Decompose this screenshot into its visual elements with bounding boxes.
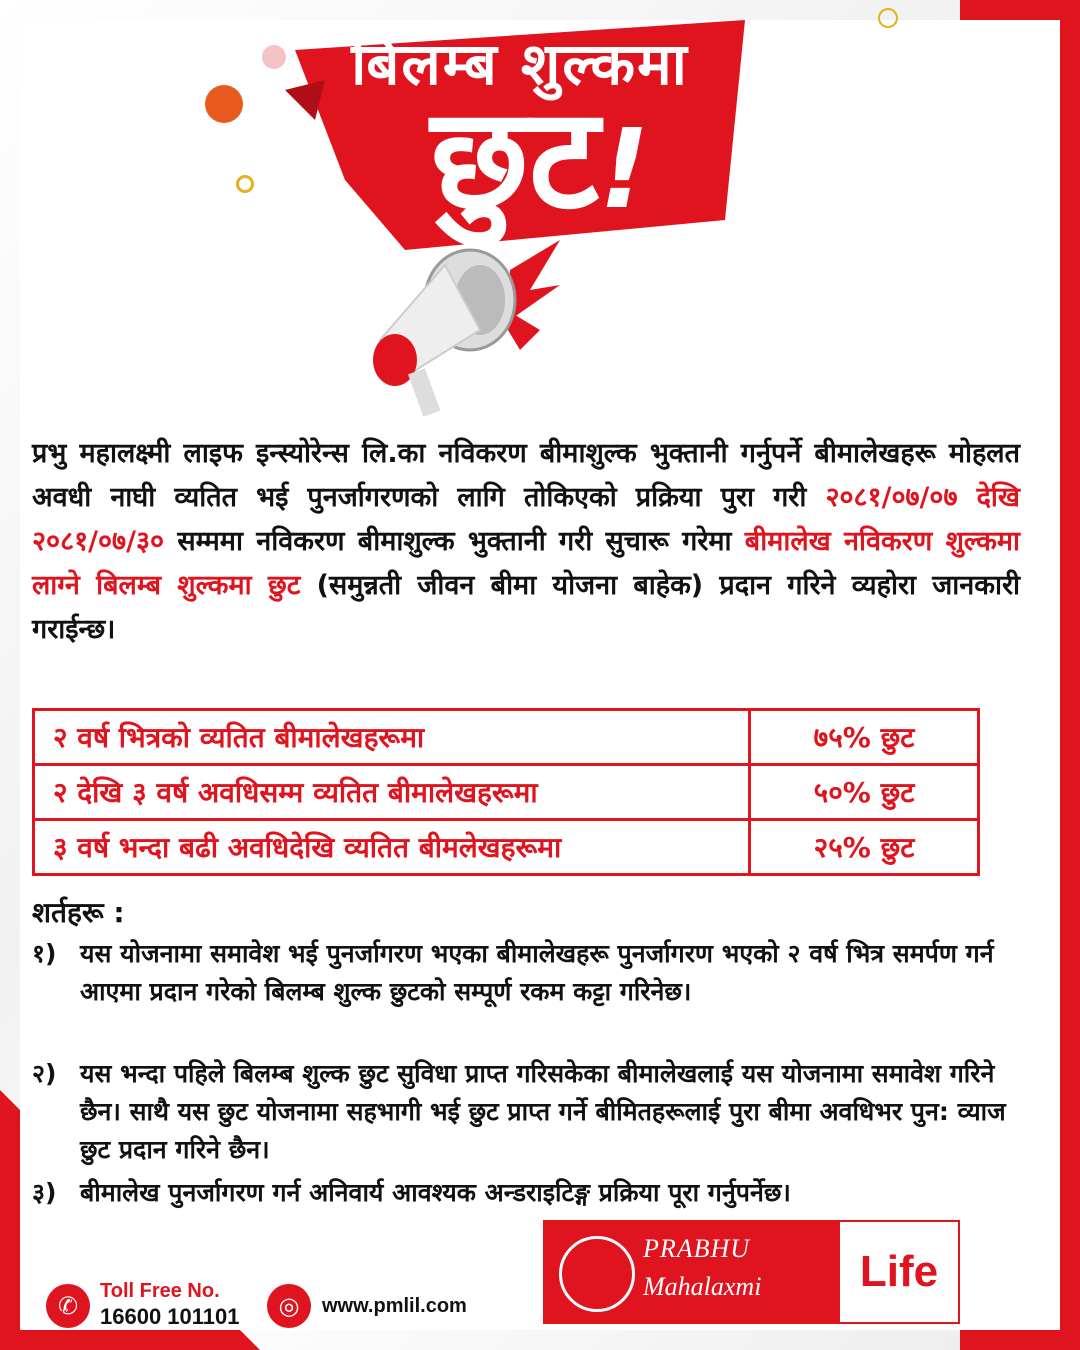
paragraph-part2: सम्ममा नविकरण बीमाशुल्क भुक्तानी गरी सुचारू गरेमा	[177, 526, 732, 557]
globe-icon: ◎	[267, 1284, 311, 1328]
website-link[interactable]: www.pmlil.com	[322, 1295, 467, 1317]
phone-icon: ✆	[46, 1284, 90, 1328]
title-line-2: छुट!	[430, 78, 650, 241]
toll-free-label: Toll Free No.	[100, 1280, 220, 1302]
discount-table	[32, 708, 980, 876]
rate-discount: ५०% छुट	[750, 765, 979, 820]
rate-discount: ७५% छुट	[750, 710, 979, 765]
rate-label: २ देखि ३ वर्ष अवधिसम्म व्यतित बीमालेखहरूमा	[34, 765, 750, 820]
table-row	[34, 820, 979, 875]
date-from-suffix: देखि	[976, 482, 1020, 513]
date-to: २०८१/०७/३०	[32, 526, 165, 557]
decor-dot	[236, 175, 254, 193]
table-row	[34, 765, 979, 820]
brand-logo	[543, 1220, 960, 1324]
condition-item	[32, 1174, 1022, 1212]
conditions-title: शर्तहरू :	[32, 896, 125, 929]
decor-dot	[878, 8, 898, 28]
condition-text: यस भन्दा पहिले बिलम्ब शुल्क छुट सुविधा प्राप्त गरिसकेका बीमालेखलाई यस योजनामा समावेश गरिने छैन। साथै यस छुट योजनामा सहभागी भई छुट प्राप्त गर्ने बीमितहरूलाई पुरा बीमा अवधिभर पुन: व्याज छुट प्रदान गरिने छैन।	[80, 1059, 1006, 1164]
logo-mark-icon	[559, 1236, 635, 1312]
brand-name-line2: Mahalaxmi	[643, 1272, 762, 1301]
condition-number: ३)	[32, 1178, 57, 1207]
rate-discount: २५% छुट	[750, 820, 979, 875]
exclaim-mark: !	[599, 105, 650, 233]
condition-number: १)	[32, 939, 57, 968]
table-row	[34, 710, 979, 765]
condition-item	[32, 1055, 1022, 1169]
title-line-1: बिलम्ब शुल्कमा	[351, 30, 689, 98]
rate-label: ३ वर्ष भन्दा बढी अवधिदेखि व्यतित बीमलेखहरूमा	[34, 820, 750, 875]
paragraph-part1: प्रभु महालक्ष्मी लाइफ इन्स्योरेन्स लि.का नविकरण बीमाशुल्क भुक्तानी गर्नुपर्ने बीमालेखहरू मोहलत अवधी नाघी व्यतित भई पुनर्जागरणको लागि तोकिएको प्रक्रिया पुरा गरी	[32, 438, 1020, 513]
condition-text: यस योजनामा समावेश भई पुनर्जागरण भएका बीमालेखहरू पुनर्जागरण भएको २ वर्ष भित्र समर्पण गर्न आएमा प्रदान गरेको बिलम्ब शुल्क छुटको सम्पूर्ण रकम कट्टा गरिनेछ।	[80, 939, 994, 1006]
brand-name-line1: PRABHU	[643, 1234, 751, 1263]
condition-text: बीमालेख पुनर्जागरण गर्न अनिवार्य आवश्यक अन्डराइटिङ्ग प्रक्रिया पूरा गर्नुपर्नेछ।	[80, 1178, 791, 1207]
condition-number: २)	[32, 1059, 57, 1088]
date-from: २०८१/०७/०७	[825, 482, 958, 513]
toll-free-number[interactable]: 16600 101101	[100, 1304, 240, 1329]
paragraph-part3: (समुन्नती जीवन बीमा योजना बाहेक) प्रदान गरिने व्यहोरा जानकारी गराईन्छ।	[32, 570, 1020, 645]
decor-dot	[262, 45, 286, 69]
brand-life: Life	[840, 1222, 958, 1322]
paragraph-highlight: बीमालेख नविकरण शुल्कमा लाग्ने बिलम्ब शुल्कमा छुट	[32, 526, 1020, 601]
megaphone-icon	[360, 230, 560, 430]
condition-item	[32, 935, 1022, 1011]
rate-label: २ वर्ष भित्रको व्यतित बीमालेखहरूमा	[34, 710, 750, 765]
notice-paragraph	[32, 432, 1020, 652]
decor-dot	[205, 85, 243, 123]
